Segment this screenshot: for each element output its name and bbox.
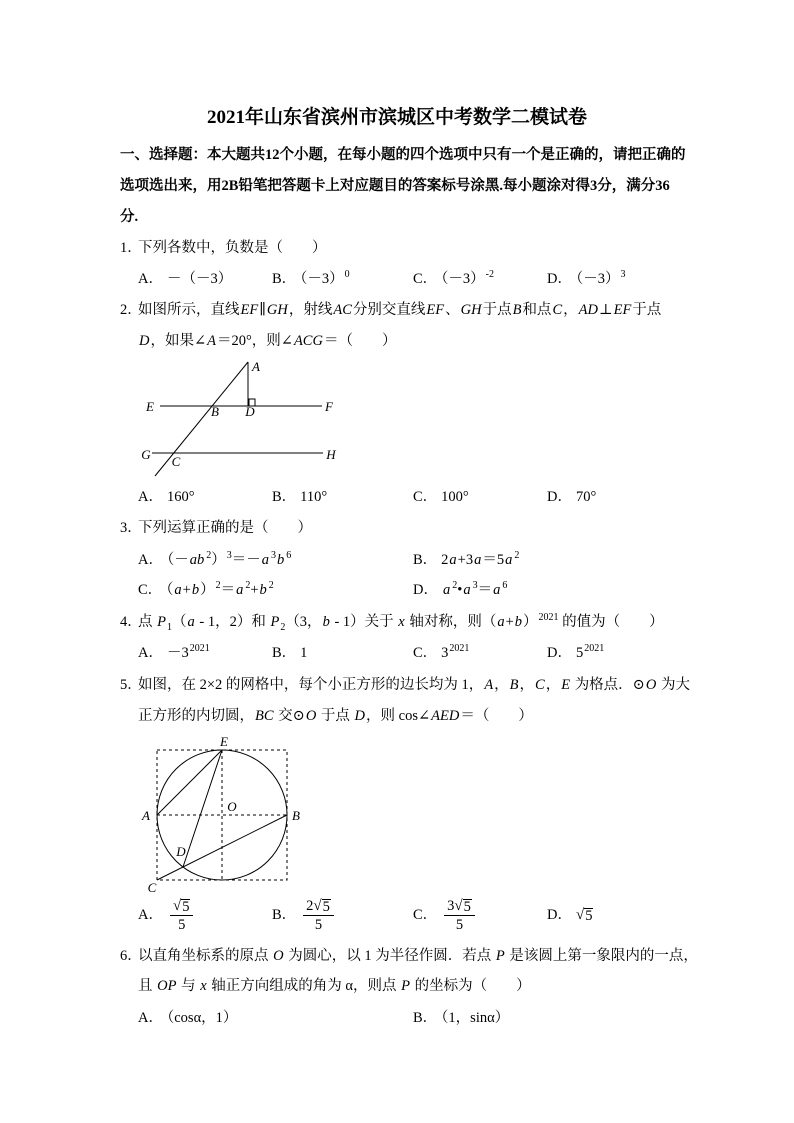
math-variable: x [200,978,207,994]
question-2-options [0,487,794,507]
square-root [454,898,471,914]
math-variable: a [493,582,501,598]
text-run: 交⊙ [274,708,305,724]
option-label: C． [413,489,438,505]
math-variable: B [512,302,522,318]
text-run: ＝－ [231,552,261,568]
text-run: 的值为（ ） [558,614,664,630]
label-b: B [211,404,219,419]
superscript: -2 [485,269,495,280]
text-run: 3 [447,897,455,914]
option-content [167,1010,237,1026]
label-o: O [227,799,237,814]
text-run: 110° [300,489,328,505]
question-6-stem-line-1 [0,946,794,966]
label-b: B [292,808,300,823]
text-run: 5 [575,645,584,661]
option-label: B． [413,552,438,568]
question-4-options [0,643,794,663]
text-run: 为大 [657,677,690,693]
option-a [138,269,232,289]
option-c [413,269,494,289]
text-run: + [250,582,259,598]
option-content [166,582,274,598]
text-run: + [182,582,191,598]
section-text: 分. [120,209,139,225]
superscript: 3 [226,550,232,561]
question-6-stem-line-2 [0,976,794,996]
option-label: D． [547,489,572,505]
superscript: 2 [215,580,221,591]
radicand: 5 [585,908,593,924]
question-text [138,300,661,320]
superscript: 2 [514,550,520,561]
square-root [173,898,190,914]
math-variable: E [561,677,571,693]
option-label: C． [413,645,438,661]
fraction [444,898,475,933]
option-label: B． [272,907,297,923]
text-run: 且 [138,978,157,994]
math-variable: a [174,582,182,598]
text-run: ＝ [477,582,493,598]
option-c [413,643,469,663]
question-2-stem-line-1 [0,300,794,320]
text-run: ⊥ [598,302,613,318]
section-text: 一、选择题：本大题共12个小题，在每小题的四个选项中只有一个是正确的，请把正确的 [120,147,686,163]
option-a [138,487,195,507]
option-content [441,271,494,287]
label-e: E [146,399,154,414]
math-variable: a [463,582,471,598]
question-4-stem [0,612,794,632]
text-run: 100° [441,489,469,505]
option-content [300,489,327,505]
option-label: C． [138,582,163,598]
square-root [576,907,593,923]
text-run: ， [519,677,535,693]
option-content [167,898,196,933]
question-number: 5． [120,677,142,693]
text-run: + [505,614,514,630]
denominator [456,916,463,933]
ray-ac [155,362,248,476]
question-text [138,946,698,966]
label-a: A [142,808,150,823]
text-run: ＝（ ） [460,708,533,724]
fraction [170,898,193,933]
math-variable: EF [426,302,445,318]
label-h: H [326,447,336,462]
figure-grid-circle [138,730,308,896]
question-number: 6． [120,948,142,964]
option-label: A． [138,552,163,568]
text-run: 于点 [632,302,662,318]
question-text [138,612,664,632]
text-run: ＝20°，则∠ [217,333,293,349]
option-content [167,489,195,505]
math-variable: P [157,614,166,630]
option-content [576,271,626,287]
segment-ae [157,750,222,815]
section-instructions-line-1 [0,145,794,165]
text-run: +3 [457,552,474,568]
text-run: 、 [445,302,460,318]
numerator [170,898,193,916]
text-run: ∥ [259,302,266,318]
question-text [138,706,533,726]
math-variable: C [552,302,563,318]
math-variable: a [474,552,482,568]
question-5-stem-line-2 [0,706,794,726]
option-d [547,897,593,933]
option-label: A． [138,271,163,287]
radical-sign: √ [313,897,322,914]
question-1-options [0,269,794,289]
superscript: 2 [452,580,458,591]
superscript: 2021 [538,612,559,623]
text-run: （－3） [575,271,620,287]
question-number: 1． [120,240,142,256]
section-instructions-line-2 [0,176,794,196]
option-a [138,897,196,933]
superscript: 3 [620,269,626,280]
option-content [576,489,596,505]
label-c: C [147,880,157,895]
text-run: 下列各数中，负数是（ ） [138,240,327,256]
text-run: 的坐标为（ ） [411,978,531,994]
math-variable: a [449,552,457,568]
text-run: 是该圆上第一象限内的一点， [505,948,698,964]
superscript: 6 [286,550,292,561]
radicand: 5 [322,898,330,915]
superscript: 2 [268,580,274,591]
label-f: F [325,399,333,414]
option-content [576,907,593,923]
text-run: 5 [178,916,186,933]
text-run: －3 [166,645,189,661]
math-variable: BC [255,708,274,724]
text-run: 于点 [482,302,512,318]
option-label: A． [138,645,163,661]
text-run: （3， [285,614,322,630]
denominator [315,916,322,933]
superscript: 0 [344,269,350,280]
question-number: 4． [120,614,142,630]
math-variable: EF [613,302,632,318]
text-run: ＝（ ） [323,333,397,349]
math-variable: a [442,582,451,598]
numerator [444,898,475,916]
question-text [138,518,312,538]
text-run: ， [563,302,578,318]
subscript: 1 [166,622,172,633]
superscript: 2021 [449,643,470,654]
text-run: 以直角坐标系的原点 [138,948,273,964]
text-run: ） [200,582,215,598]
option-b [272,643,307,663]
option-content [167,645,210,661]
text-run: （1，sinα） [441,1010,510,1026]
question-text [138,675,690,695]
option-c [413,487,469,507]
option-a [138,1008,237,1028]
math-variable: EF [240,302,259,318]
math-variable: P [401,978,410,994]
question-3-stem [0,518,794,538]
question-text [138,238,327,258]
option-label: B． [272,645,297,661]
superscript: 3 [270,550,276,561]
option-content [441,489,469,505]
option-b [272,897,337,933]
numerator [303,898,334,916]
option-c [138,580,274,600]
option-label: C． [413,271,438,287]
option-d [413,580,507,600]
text-run: 与 [177,978,200,994]
text-run: （cosα，1） [166,1010,238,1026]
text-run: ） [523,614,538,630]
math-variable: O [273,948,284,964]
text-run: ＝ [220,582,236,598]
text-run: 160° [166,489,195,505]
option-b [413,1008,509,1028]
radical-sign: √ [172,897,182,914]
math-variable: D [139,333,150,349]
option-label: B． [413,1010,438,1026]
option-a [138,550,291,570]
math-variable: P [270,614,280,630]
math-variable: ACG [293,333,323,349]
math-variable: AC [333,302,352,318]
section-text: 选项选出来，用2B铅笔把答题卡上对应题目的答案标号涂黑.每小题涂对得3分，满分36 [120,178,670,194]
option-content [441,898,478,933]
option-label: D． [413,582,438,598]
text-run: 2 [441,552,449,568]
option-label: D． [547,907,572,923]
page-title: 2021年山东省滨州市滨城区中考数学二模试卷 [206,107,587,128]
text-run: 轴正方向组成的角为 α，则点 [207,978,401,994]
math-variable: a [261,552,269,568]
text-run: ） [211,552,226,568]
superscript: 2 [245,580,251,591]
option-label: B． [272,271,297,287]
text-run: 正方形的内切圆， [138,708,254,724]
text-run: 于点 [317,708,354,724]
math-variable: B [509,677,519,693]
math-variable: ab [189,552,205,568]
math-variable: b [259,582,267,598]
text-run: 3 [441,645,449,661]
option-a [138,643,210,663]
option-label: C． [413,907,438,923]
text-run: （ [166,582,174,598]
math-variable: P [495,948,505,964]
subscript: 2 [280,622,286,633]
math-variable: a [236,582,244,598]
text-run: 点 [138,614,157,630]
math-variable: x [398,614,405,630]
option-content [442,582,507,598]
math-variable: AD [578,302,598,318]
option-label: D． [547,271,572,287]
math-variable: b [514,614,523,630]
math-variable: a [497,614,505,630]
superscript: 6 [502,580,508,591]
label-c: C [171,454,181,469]
text-run: （ [171,614,187,630]
text-run: 如图所示，直线 [138,302,240,318]
radical-sign: √ [575,907,585,923]
text-run: ，则 cos∠ [366,708,431,724]
option-b [272,269,350,289]
option-d [547,643,604,663]
math-variable: b [322,614,330,630]
option-d [547,487,596,507]
label-g: G [141,447,151,462]
radical-sign: √ [454,897,463,914]
radicand: 5 [182,898,190,915]
option-content [441,645,469,661]
math-variable: a [187,614,195,630]
text-run: 和点 [522,302,552,318]
question-2-stem-line-2 [0,331,794,351]
text-run: （－3） [300,271,344,287]
math-variable: A [207,333,216,349]
math-variable: C [535,677,545,693]
text-run: －（－3） [166,271,233,287]
option-content [300,271,350,287]
question-text [138,331,396,351]
option-content [576,645,604,661]
option-label: A． [138,489,163,505]
question-1-stem [0,238,794,258]
text-run: - 1）关于 [330,614,398,630]
superscript: 2021 [584,643,605,654]
radicand: 5 [463,898,471,915]
option-content [300,645,307,661]
text-run: 2 [306,897,314,914]
question-3-options-row-1 [0,550,794,570]
question-3-options-row-2 [0,580,794,600]
math-variable: GH [266,302,288,318]
superscript: 3 [472,580,478,591]
question-6-options [0,1008,794,1028]
text-run: ，如果∠ [150,333,207,349]
math-variable: OP [157,978,177,994]
math-variable: GH [460,302,482,318]
segment-ed [183,750,222,867]
option-content [167,552,291,568]
option-label: D． [547,645,572,661]
text-run: • [457,582,463,598]
text-run: 为格点．⊙ [571,677,645,693]
fraction [303,898,334,933]
label-e: E [220,734,228,749]
question-text [138,976,531,996]
text-run: 轴对称，则（ [405,614,497,630]
text-run: 为圆心，以 1 为半径作圆．若点 [284,948,495,964]
superscript: 2021 [189,643,210,654]
text-run: ，射线 [288,302,333,318]
math-variable: O [305,708,317,724]
question-5-stem-line-1 [0,675,794,695]
text-run: ＝5 [482,552,505,568]
math-variable: b [191,582,200,598]
text-run: ， [494,677,509,693]
label-a: A [252,359,260,374]
text-run: - 1，2）和 [195,614,270,630]
section-instructions-line-3 [0,207,794,227]
text-run: 下列运算正确的是（ ） [138,520,312,536]
option-b [413,550,519,570]
option-d [547,269,625,289]
text-run: 1 [300,645,308,661]
label-d: D [245,404,255,419]
question-number: 3． [120,520,142,536]
option-content [441,552,519,568]
math-variable: a [505,552,513,568]
math-variable: b [276,552,285,568]
text-run: 5 [455,916,464,933]
option-c [413,897,478,933]
text-run: （－ [166,552,189,568]
superscript: 2 [206,550,212,561]
math-variable: A [484,677,494,693]
text-run: ， [545,677,561,693]
figure-parallel-lines [138,355,348,483]
math-variable: O [645,677,657,693]
denominator [178,916,185,933]
option-label: A． [138,907,163,923]
text-run: 分别交直线 [352,302,426,318]
text-run: 5 [314,916,323,933]
option-b [272,487,327,507]
question-5-options [0,897,794,933]
math-variable: D [354,708,366,724]
label-d: D [176,844,186,859]
text-run: 70° [575,489,597,505]
option-content [167,271,232,287]
option-label: A． [138,1010,163,1026]
square-root [313,898,330,914]
text-run: （－3） [441,271,485,287]
option-content [441,1010,509,1026]
text-run: 如图，在 2×2 的网格中，每个小正方形的边长均为 1， [138,677,484,693]
option-label: B． [272,489,297,505]
option-content [300,898,337,933]
math-variable: AED [431,708,460,724]
question-number: 2． [120,302,142,318]
